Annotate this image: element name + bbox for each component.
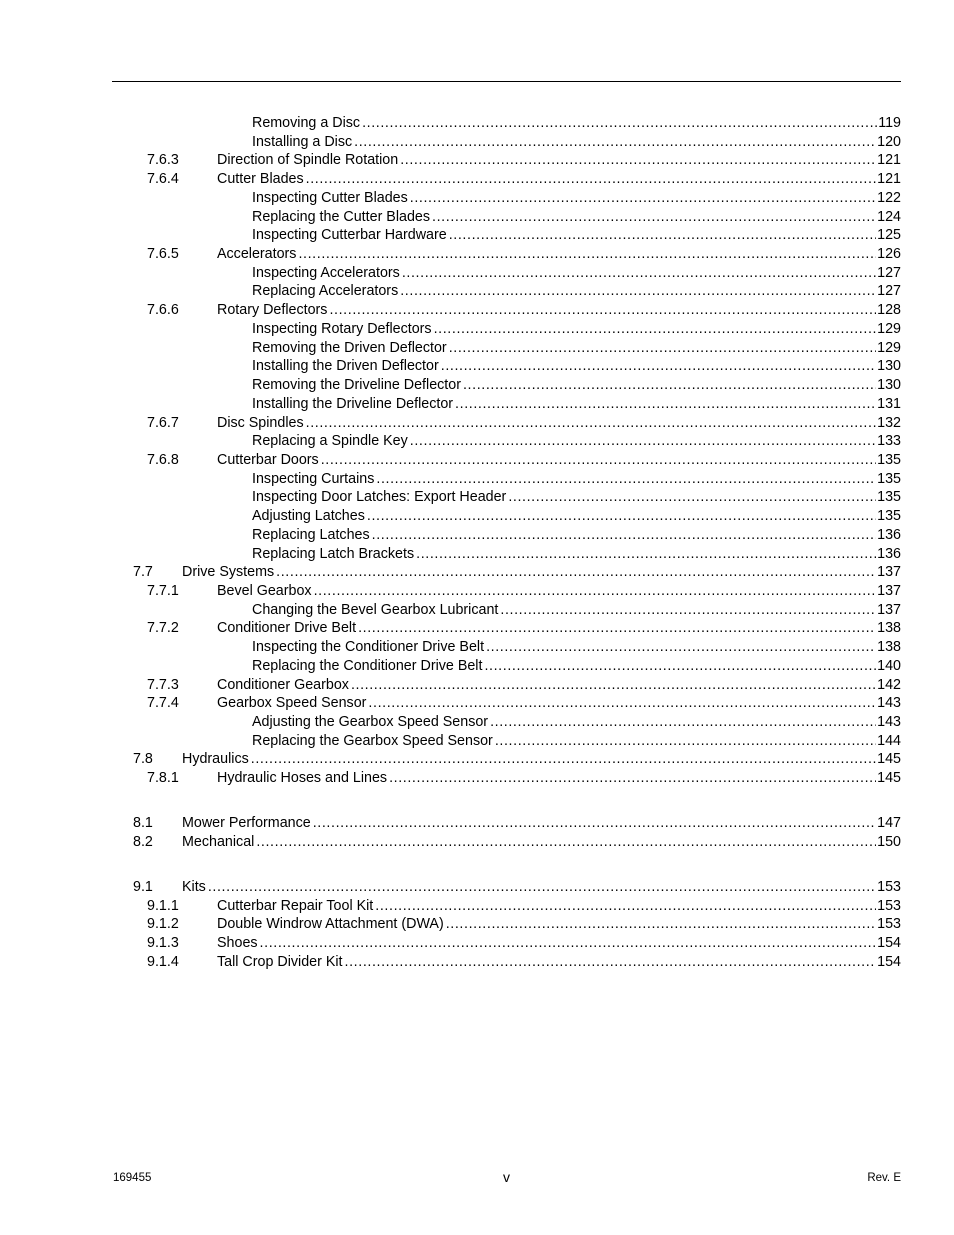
toc-entry-number: 9.1.3 [147, 935, 179, 952]
toc-entry-title: Replacing the Gearbox Speed Sensor [252, 732, 493, 749]
toc-entry-number: 7.6.8 [147, 451, 179, 468]
toc-entry[interactable] [0, 357, 954, 376]
toc-entry-page: 140 [877, 657, 901, 674]
toc-entry-title: Replacing the Conditioner Drive Belt [252, 657, 483, 674]
dot-leader [375, 897, 876, 916]
toc-entry[interactable] [0, 897, 954, 916]
toc-entry-leader [252, 320, 901, 339]
toc-entry[interactable] [0, 953, 954, 972]
toc-entry-leader [182, 750, 901, 769]
dot-leader [402, 264, 876, 283]
toc-entry-leader [252, 713, 901, 732]
toc-entry-title: Replacing Latch Brackets [252, 545, 415, 562]
toc-entry-leader [217, 451, 901, 470]
toc-entry[interactable] [0, 282, 954, 301]
toc-entry-title: Rotary Deflectors [217, 302, 328, 319]
toc-entry-number: 7.8 [133, 751, 153, 768]
toc-entry[interactable] [0, 769, 954, 788]
dot-leader [441, 357, 876, 376]
dot-leader [463, 376, 876, 395]
dot-leader [416, 545, 876, 564]
toc-entry-title: Replacing Latches [252, 526, 370, 543]
dot-leader [449, 226, 876, 245]
toc-entry-title: Direction of Spindle Rotation [217, 152, 399, 169]
dot-leader [306, 414, 877, 433]
dot-leader [260, 934, 877, 953]
toc-entry-title: Mechanical [182, 833, 255, 850]
toc-entry-title: Accelerators [217, 246, 297, 263]
toc-entry[interactable] [0, 934, 954, 953]
dot-leader [434, 320, 877, 339]
toc-entry-title: Installing the Driveline Deflector [252, 395, 454, 412]
dot-leader [410, 189, 876, 208]
toc-entry-page: 135 [877, 470, 901, 487]
dot-leader [354, 133, 876, 152]
toc-entry-title: Cutterbar Doors [217, 451, 319, 468]
toc-entry-leader [182, 563, 901, 582]
toc-entry[interactable] [0, 563, 954, 582]
toc-entry[interactable] [0, 208, 954, 227]
toc-entry[interactable] [0, 376, 954, 395]
toc-entry-leader [252, 264, 901, 283]
toc-entry-title: Removing a Disc [252, 115, 361, 131]
toc-entry-title: Inspecting Door Latches: Export Header [252, 489, 507, 506]
toc-entry-title: Replacing Accelerators [252, 283, 399, 300]
dot-leader [500, 601, 876, 620]
toc-entry-title: Hydraulics [182, 751, 249, 768]
toc-entry-leader [252, 357, 901, 376]
toc-entry-title: Double Windrow Attachment (DWA) [217, 916, 444, 933]
toc-entry-leader [182, 878, 901, 897]
toc-entry-number: 9.1.4 [147, 953, 179, 970]
toc-entry-number: 7.8.1 [147, 770, 179, 787]
toc-entry-page: 126 [877, 246, 901, 263]
dot-leader [486, 638, 876, 657]
toc-entry-page: 144 [877, 732, 901, 749]
toc-entry-leader [217, 769, 901, 788]
toc-entry[interactable] [0, 339, 954, 358]
toc-entry-leader [252, 601, 901, 620]
toc-entry[interactable] [0, 750, 954, 769]
toc-entry-number: 8.2 [133, 833, 153, 850]
toc-entry[interactable] [0, 189, 954, 208]
toc-entry-page: 124 [877, 208, 901, 225]
toc-entry-leader [252, 133, 901, 152]
dot-leader [410, 432, 876, 451]
dot-leader [313, 814, 876, 833]
header-rule [112, 81, 901, 82]
toc-entry-page: 150 [877, 833, 901, 850]
toc-entry-page: 138 [877, 620, 901, 637]
toc-entry-leader [217, 676, 901, 695]
toc-entry-page: 137 [877, 564, 901, 581]
toc-entry[interactable] [0, 507, 954, 526]
toc-entry[interactable] [0, 264, 954, 283]
toc-entry-page: 142 [877, 676, 901, 693]
toc-entry-page: 127 [877, 264, 901, 281]
toc-entry-number: 7.7.4 [147, 695, 179, 712]
toc-entry-title: Inspecting the Conditioner Drive Belt [252, 639, 485, 656]
toc-entry-title: Shoes [217, 935, 258, 952]
dot-leader [351, 676, 876, 695]
toc-entry-leader [182, 814, 901, 833]
dot-leader [276, 563, 876, 582]
toc-entry-page: 131 [877, 395, 901, 412]
toc-entry-leader [217, 897, 901, 916]
toc-entry-page: 145 [877, 751, 901, 768]
dot-leader [321, 451, 876, 470]
toc-entry-number: 7.6.5 [147, 246, 179, 263]
toc-entry-title: Hydraulic Hoses and Lines [217, 770, 388, 787]
toc-entry[interactable] [0, 713, 954, 732]
toc-entry[interactable] [0, 414, 954, 433]
toc-entry[interactable] [0, 133, 954, 152]
table-of-contents [0, 114, 954, 972]
toc-entry-title: Installing the Driven Deflector [252, 358, 439, 375]
toc-entry-leader [217, 245, 901, 264]
toc-entry[interactable] [0, 432, 954, 451]
toc-entry-page: 135 [877, 451, 901, 468]
toc-entry-page: 153 [877, 897, 901, 914]
toc-entry-page: 154 [877, 953, 901, 970]
dot-leader [508, 488, 876, 507]
toc-entry-leader [252, 545, 901, 564]
toc-entry-leader [252, 638, 901, 657]
toc-entry-leader [252, 339, 901, 358]
toc-entry-page: 129 [877, 339, 901, 356]
dot-leader [251, 750, 876, 769]
toc-entry-page: 147 [877, 815, 901, 832]
toc-entry-leader [217, 934, 901, 953]
toc-entry-page: 136 [877, 545, 901, 562]
dot-leader [368, 694, 876, 713]
toc-entry[interactable] [0, 814, 954, 833]
toc-entry-page: 135 [877, 508, 901, 525]
toc-spacer [0, 852, 954, 878]
toc-entry-page: 153 [877, 916, 901, 933]
toc-entry[interactable] [0, 657, 954, 676]
toc-entry-number: 7.6.3 [147, 152, 179, 169]
toc-entry-title: Mower Performance [182, 815, 311, 832]
toc-entry-page: 119 [878, 115, 901, 131]
toc-entry-title: Adjusting the Gearbox Speed Sensor [252, 714, 489, 730]
toc-entry-leader [252, 432, 901, 451]
toc-entry[interactable] [0, 878, 954, 897]
toc-entry-number: 7.6.6 [147, 302, 179, 319]
toc-entry[interactable] [0, 170, 954, 189]
toc-entry-number: 7.7.3 [147, 676, 179, 693]
toc-entry-title: Tall Crop Divider Kit [217, 953, 343, 970]
dot-leader [208, 878, 876, 897]
dot-leader [358, 619, 876, 638]
toc-entry[interactable] [0, 601, 954, 620]
toc-entry[interactable] [0, 451, 954, 470]
dot-leader [345, 953, 877, 972]
toc-entry-leader [252, 395, 901, 414]
toc-entry-page: 137 [877, 582, 901, 599]
dot-leader [329, 301, 876, 320]
toc-entry-leader [217, 151, 901, 170]
toc-entry-leader [217, 170, 901, 189]
toc-entry[interactable] [0, 488, 954, 507]
toc-entry-title: Disc Spindles [217, 414, 304, 431]
toc-entry-page: 122 [877, 189, 901, 206]
toc-entry-page: 129 [877, 320, 901, 337]
toc-entry-title: Gearbox Speed Sensor [217, 695, 367, 712]
toc-entry-leader [252, 732, 901, 751]
toc-entry-title: Cutterbar Repair Tool Kit [217, 897, 374, 914]
toc-entry[interactable] [0, 301, 954, 320]
toc-entry-number: 7.7.2 [147, 620, 179, 637]
toc-entry-title: Removing the Driveline Deflector [252, 377, 461, 394]
toc-entry-leader [252, 376, 901, 395]
toc-entry[interactable] [0, 694, 954, 713]
toc-entry[interactable] [0, 470, 954, 489]
toc-entry-title: Inspecting Cutterbar Hardware [252, 227, 447, 244]
toc-entry-title: Cutter Blades [217, 171, 304, 188]
toc-entry-title: Bevel Gearbox [217, 582, 312, 599]
dot-leader [455, 395, 876, 414]
dot-leader [490, 713, 876, 732]
toc-entry[interactable] [0, 526, 954, 545]
toc-entry[interactable] [0, 545, 954, 564]
toc-entry-leader [252, 488, 901, 507]
toc-entry[interactable] [0, 582, 954, 601]
dot-leader [400, 151, 876, 170]
dot-leader [446, 915, 876, 934]
toc-entry-leader [217, 915, 901, 934]
toc-entry-title: Replacing a Spindle Key [252, 433, 408, 450]
toc-entry-leader [217, 414, 901, 433]
toc-entry-title: Kits [182, 878, 206, 895]
toc-entry-title: Drive Systems [182, 564, 275, 581]
toc-entry-page: 121 [877, 171, 901, 188]
toc-entry-page: 130 [877, 377, 901, 394]
toc-entry-title: Inspecting Curtains [252, 470, 375, 487]
dot-leader [298, 245, 876, 264]
toc-entry-title: Inspecting Accelerators [252, 264, 400, 281]
toc-entry-leader [252, 526, 901, 545]
toc-entry-leader [252, 208, 901, 227]
dot-leader [495, 732, 876, 751]
toc-entry-leader [217, 619, 901, 638]
revision-label: Rev. E [867, 1172, 901, 1184]
toc-entry[interactable] [0, 226, 954, 245]
toc-entry-leader [217, 953, 901, 972]
toc-entry-number: 7.6.4 [147, 171, 179, 188]
toc-entry-title: Conditioner Drive Belt [217, 620, 357, 637]
toc-entry-number: 7.7.1 [147, 582, 179, 599]
toc-entry-page: 143 [877, 695, 901, 712]
toc-entry-page: 128 [877, 302, 901, 319]
toc-entry[interactable] [0, 151, 954, 170]
toc-entry-number: 9.1.1 [147, 897, 179, 914]
toc-entry-number: 8.1 [133, 815, 153, 832]
dot-leader [314, 582, 877, 601]
toc-entry[interactable] [0, 320, 954, 339]
toc-entry[interactable] [0, 732, 954, 751]
toc-entry-number: 7.7 [133, 564, 153, 581]
toc-entry-title: Removing the Driven Deflector [252, 339, 447, 356]
toc-entry[interactable] [0, 619, 954, 638]
toc-entry-leader [252, 282, 901, 301]
dot-leader [449, 339, 876, 358]
toc-entry-leader [217, 582, 901, 601]
toc-entry-number: 9.1 [133, 878, 153, 895]
toc-entry-leader [252, 470, 901, 489]
page-footer [0, 1171, 954, 1187]
toc-entry-leader [217, 694, 901, 713]
toc-entry-page: 137 [877, 601, 901, 618]
toc-entry-page: 154 [877, 935, 901, 952]
toc-entry[interactable] [0, 638, 954, 657]
toc-entry-page: 145 [877, 770, 901, 787]
toc-spacer [0, 788, 954, 814]
dot-leader [484, 657, 876, 676]
toc-entry-title: Inspecting Rotary Deflectors [252, 320, 432, 337]
toc-entry-page: 133 [877, 433, 901, 450]
dot-leader [389, 769, 876, 788]
toc-entry-leader [217, 301, 901, 320]
toc-entry-page: 121 [877, 152, 901, 169]
toc-entry-title: Adjusting Latches [252, 508, 365, 525]
toc-entry-page: 153 [877, 878, 901, 895]
toc-entry-leader [252, 226, 901, 245]
toc-entry[interactable] [0, 676, 954, 695]
document-number: 169455 [113, 1172, 152, 1184]
toc-entry-page: 143 [877, 714, 901, 730]
toc-entry-leader [252, 507, 901, 526]
dot-leader [306, 170, 877, 189]
toc-entry[interactable] [0, 833, 954, 852]
toc-entry-leader [252, 114, 901, 133]
toc-entry-number: 7.6.7 [147, 414, 179, 431]
dot-leader [367, 507, 876, 526]
dot-leader [376, 470, 876, 489]
toc-entry[interactable] [0, 114, 954, 133]
toc-entry[interactable] [0, 245, 954, 264]
dot-leader [256, 833, 876, 852]
toc-entry-page: 135 [877, 489, 901, 506]
toc-entry-title: Changing the Bevel Gearbox Lubricant [252, 601, 499, 618]
page-number: v [503, 1169, 510, 1185]
toc-entry-title: Conditioner Gearbox [217, 676, 349, 693]
toc-entry-page: 130 [877, 358, 901, 375]
toc-entry-page: 136 [877, 526, 901, 543]
toc-entry-title: Installing a Disc [252, 133, 353, 150]
dot-leader [400, 282, 876, 301]
toc-entry[interactable] [0, 915, 954, 934]
toc-entry-leader [182, 833, 901, 852]
toc-entry-page: 127 [877, 283, 901, 300]
dot-leader [362, 114, 877, 133]
dot-leader [432, 208, 876, 227]
toc-entry-number: 9.1.2 [147, 916, 179, 933]
toc-entry-page: 138 [877, 639, 901, 656]
toc-entry[interactable] [0, 395, 954, 414]
toc-entry-page: 132 [877, 414, 901, 431]
toc-entry-title: Inspecting Cutter Blades [252, 189, 408, 206]
toc-entry-leader [252, 657, 901, 676]
toc-entry-title: Replacing the Cutter Blades [252, 208, 431, 225]
toc-entry-page: 120 [877, 133, 901, 150]
toc-entry-page: 125 [877, 227, 901, 244]
dot-leader [372, 526, 877, 545]
toc-entry-leader [252, 189, 901, 208]
